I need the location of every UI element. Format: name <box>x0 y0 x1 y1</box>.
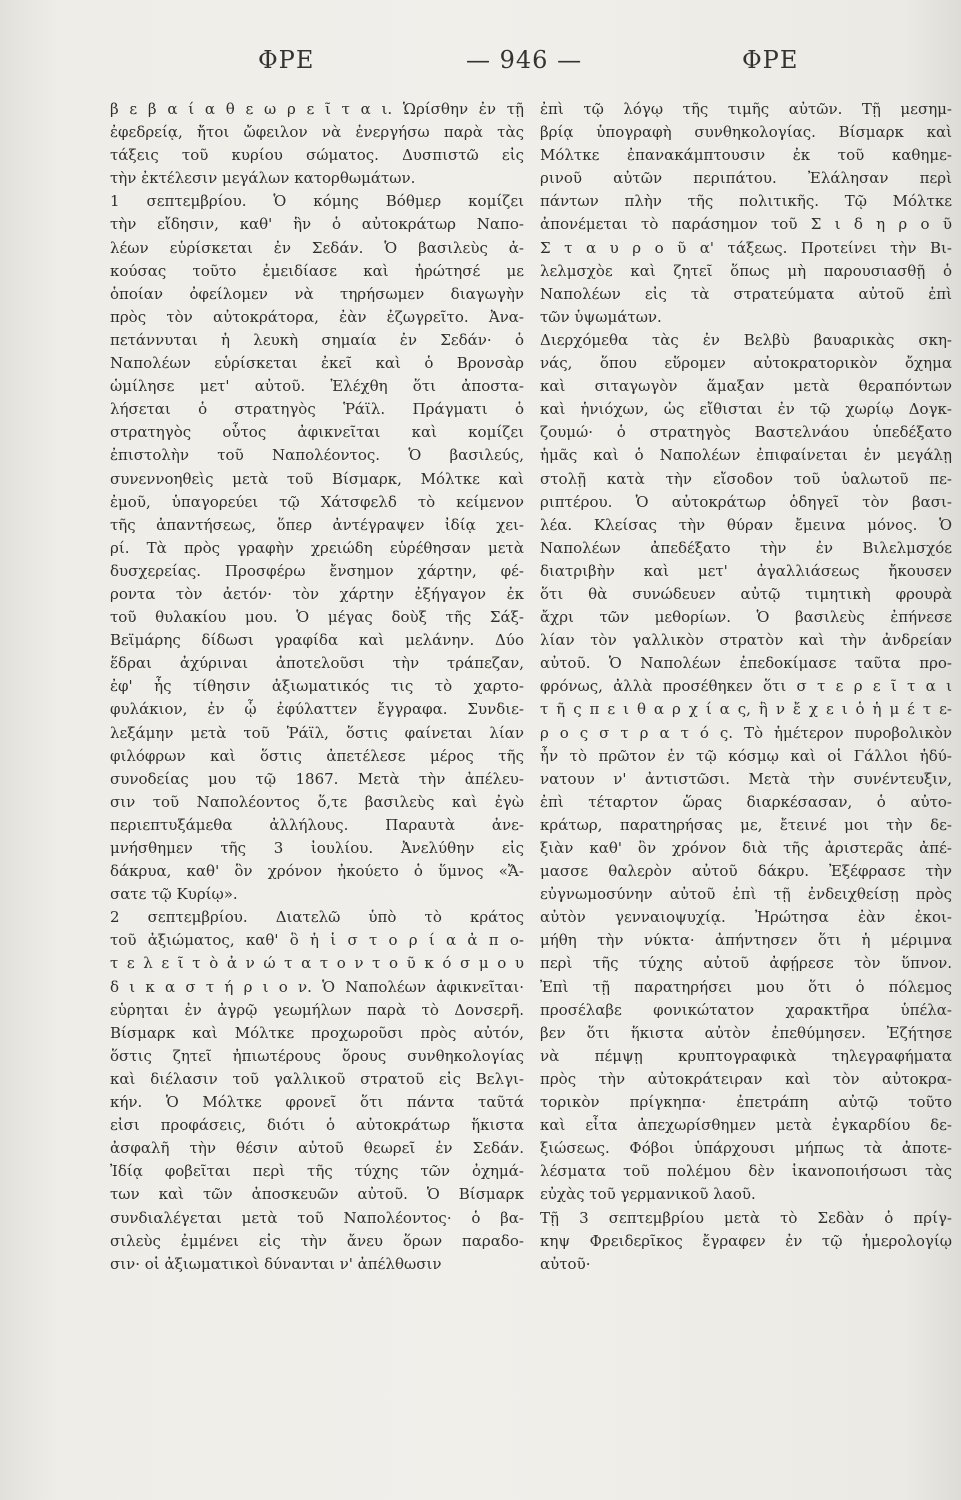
text-line: ὡμίλησε μετ' αὐτοῦ. Ἐλέχθη ὅτι ἀποστα- <box>110 377 524 396</box>
text-line: συνδιαλέγεται μετὰ τοῦ Ναπολέοντος· ὁ βα- <box>110 1208 524 1227</box>
text-line: τοῦ ἀξιώματος, καθ' ὃ ἡ ἱ σ τ ο ρ ί α ἀ π ο- <box>110 931 524 950</box>
page-number: — 946 — <box>466 46 583 74</box>
text-line: πρὸς τὸν αὐτοκράτορα, ἐὰν ἐζωγρεῖτο. Ἀνα- <box>110 307 524 326</box>
text-line: περιεπτυξάμεθα ἀλλήλους. Παραυτὰ ἀνε- <box>110 815 524 834</box>
right-text-column <box>540 98 952 1276</box>
text-line: λέα. Κλείσας τὴν θύραν ἔμεινα μόνος. Ὁ <box>540 515 952 534</box>
text-line: ἐπὶ τέταρτον ὥρας διαρκέσασαν, ὁ αὐτο- <box>540 792 952 811</box>
text-line: ἐφ' ἧς τίθησιν ἀξιωματικός τις τὸ χαρτο- <box>110 677 524 696</box>
text-line: Ἐπὶ τῇ παρατηρήσει μου ὅτι ὁ πόλεμος <box>540 977 952 996</box>
text-line: κήν. Ὁ Μόλτκε φρονεῖ ὅτι πάντα ταῦτά <box>110 1093 524 1112</box>
text-line: δυσχερείας. Προσφέρω ἔνσημον χάρτην, φέ- <box>110 561 524 580</box>
text-line: καὶ εἶτα ἀπεχωρίσθημεν μετὰ ἐγκαρδίου δε- <box>540 1116 952 1135</box>
text-line: εὑρηται ἐν ἀγρῷ γεωμήλων παρὰ τὸ Δονσερῆ. <box>110 1000 524 1019</box>
text-line: ρινοῦ αὐτῶν περιπάτου. Ἐλάλησαν περὶ <box>540 169 952 188</box>
text-line: ἀπονέμεται τὸ παράσημον τοῦ Σ ι δ η ρ ο ῦ <box>540 215 952 234</box>
text-line: μήθη τὴν νύκτα· ἀπήντησεν ὅτι ἡ μέριμνα <box>540 931 952 950</box>
text-line: διατριβὴν καὶ μετ' ἀγαλλιάσεως ἤκουσεν <box>540 561 952 580</box>
text-line: σιλεὺς ἐμμένει εἰς τὴν ἄνευ ὅρων παραδο- <box>110 1231 524 1250</box>
text-line: τὴν ἐκτέλεσιν μεγάλων κατορθωμάτων. <box>110 169 416 188</box>
text-line: μασσε θαλερὸν αὐτοῦ δάκρυ. Ἐξέφρασε τὴν <box>540 862 952 881</box>
text-line: αὐτοῦ· <box>540 1254 591 1273</box>
text-line: νατουν ν' ἀντιστῶσι. Μετὰ τὴν συνέντευξιν, <box>540 769 952 788</box>
text-line: περὶ τῆς τύχης αὐτοῦ ἀφῄρεσε τὸν ὕπνον. <box>540 954 952 973</box>
text-line: τορικὸν πρίγκηπα· ἐπετράπη αὐτῷ τοῦτο <box>540 1093 952 1112</box>
text-line: τὴν εἴδησιν, καθ' ἣν ὁ αὐτοκράτωρ Ναπο- <box>110 215 524 234</box>
text-line: Σ τ α υ ρ ο ῦ α' τάξεως. Προτείνει τὴν Βι- <box>540 238 952 257</box>
text-line: ριπτέρου. Ὁ αὐτοκράτωρ ὁδηγεῖ τὸν βασι- <box>540 492 952 511</box>
text-line: Βεϊμάρης δίδωσι γραφίδα καὶ μελάνην. Δύο <box>110 631 524 650</box>
text-line: ξιὰν καθ' ὃν χρόνον διὰ τῆς ἀριστερᾶς ἀπέ- <box>540 839 952 857</box>
text-line: συνοδείας μου τῷ 1867. Μετὰ τὴν ἀπέλευ- <box>110 769 524 788</box>
text-line: Ἰδίᾳ φοβεῖται περὶ τῆς τύχης τῶν ὀχημά- <box>110 1162 524 1181</box>
text-line: καὶ σιταγωγὸν ἅμαξαν μετὰ θεραπόντων <box>540 377 952 396</box>
text-line: Ναπολέων ἀπεδέξατο τὴν ἐν Βιλελμσχόε <box>540 538 952 557</box>
text-line: 2 σεπτεμβρίου. Διατελῶ ὑπὸ τὸ κράτος <box>110 908 524 927</box>
text-line: Ναπολέων εἰς τὰ στρατεύματα αὐτοῦ ἐπὶ <box>540 284 952 303</box>
text-line: των καὶ τῶν ἀποσκευῶν αὐτοῦ. Ὁ Βίσμαρκ <box>110 1185 524 1204</box>
text-line: ἡμᾶς καὶ ὁ Ναπολέων ἐπιφαίνεται ἐν μεγάλῃ <box>540 446 952 465</box>
text-line: τ ε λ ε ῖ τ ὸ ἀ ν ώ τ α τ ο ν τ ο ῦ κ ό σ μ ο υ <box>110 954 524 973</box>
text-line: πετάννυται ἡ λευκὴ σημαία ἐν Σεδάν· ὁ <box>110 330 524 349</box>
text-line: κράτωρ, παρατηρήσας με, ἔτεινέ μοι τὴν δε- <box>540 815 952 834</box>
text-line: φυλάκιον, ἐν ᾧ ἐφύλαττεν ἔγγραφα. Συνδιε- <box>110 700 524 719</box>
text-line: ὁποίαν ὀφείλομεν νὰ τηρήσωμεν διαγωγὴν <box>110 284 524 303</box>
text-line: βρίᾳ ὑπογραφὴ συνθηκολογίας. Βίσμαρκ καὶ <box>540 123 952 142</box>
header-right-keyword: ΦΡΕ <box>742 46 799 74</box>
text-line: συνεννοηθεὶς μετὰ τοῦ Βίσμαρκ, Μόλτκε καὶ <box>110 469 524 488</box>
text-line: Βίσμαρκ καὶ Μόλτκε προχωροῦσι πρὸς αὐτόν, <box>110 1023 524 1042</box>
text-line: ἦν τὸ πρῶτον ἐν τῷ κόσμῳ καὶ οἱ Γάλλοι ἠδύ- <box>540 746 952 765</box>
text-line: ἕδραι ἀχύριναι ἀποτελοῦσι τὴν τράπεζαν, <box>110 654 524 673</box>
text-line: τῆς ἀπαντήσεως, ὅπερ ἀντέγραψεν ἰδίᾳ χει- <box>110 515 524 534</box>
text-line: τάξεις τοῦ κυρίου σώματος. Δυσπιστῶ εἰς <box>110 146 524 165</box>
text-line: στρατηγὸς οὗτος ἀφικνεῖται καὶ κομίζει <box>110 423 524 442</box>
text-line: μνήσθημεν τῆς 3 ἰουλίου. Ἀνελύθην εἰς <box>110 839 524 857</box>
text-line: εἰσι προφάσεις, διότι ὁ αὐτοκράτωρ ἥκιστα <box>110 1116 524 1135</box>
text-line: προσέλαβε φονικώτατον χαρακτῆρα ὑπέλα- <box>540 1000 952 1019</box>
text-line: ἀσφαλῆ τὴν θέσιν αὐτοῦ θεωρεῖ ἐν Σεδάν. <box>110 1139 524 1158</box>
text-line: λέων εὑρίσκεται ἐν Σεδάν. Ὁ βασιλεὺς ἀ- <box>110 238 524 257</box>
text-line: Μόλτκε ἐπανακάμπτουσιν ἐκ τοῦ καθημε- <box>540 146 952 165</box>
text-line: λήσεται ὁ στρατηγὸς Ῥάϊλ. Πράγματι ὁ <box>110 400 524 419</box>
text-line: πρὸς τὴν αὐτοκράτειραν καὶ τὸν αὐτοκρα- <box>540 1069 952 1088</box>
text-line: νὰ πέμψῃ κρυπτογραφικὰ τηλεγραφήματα <box>540 1046 952 1065</box>
page-header <box>0 46 961 86</box>
text-line: πάντων πλὴν τῆς πολιτικῆς. Τῷ Μόλτκε <box>540 192 952 211</box>
text-line: 1 σεπτεμβρίου. Ὁ κόμης Βόθμερ κομίζει <box>110 192 524 211</box>
text-line: καὶ διέλασιν τοῦ γαλλικοῦ στρατοῦ εἰς Βελγι- <box>110 1069 524 1088</box>
text-line: λεξάμην μετὰ τοῦ Ῥάϊλ, ὅστις φαίνεται λίαν <box>110 723 524 742</box>
text-line: β ε β α ί α θ ε ω ρ ε ῖ τ α ι. Ὡρίσθην ἐν τῇ <box>110 100 524 118</box>
text-line: καὶ ἡνιόχων, ὡς εἴθισται ἐν τῷ χωρίῳ Δογκ- <box>540 400 952 419</box>
text-line: αὐτὸν γενναιοψυχίᾳ. Ἠρώτησα ἐὰν ἐκοι- <box>540 908 952 927</box>
text-line: σιν τοῦ Ναπολέοντος ὅ,τε βασιλεὺς καὶ ἐγὼ <box>110 792 524 811</box>
text-line: Διερχόμεθα τὰς ἐν Βελβὺ βαυαρικὰς σκη- <box>540 330 952 349</box>
text-line: εὐχὰς τοῦ γερμανικοῦ λαοῦ. <box>540 1185 756 1204</box>
text-line: νάς, ὅπου εὕρομεν αὐτοκρατορικὸν ὄχημα <box>540 354 952 373</box>
text-line: Τῇ 3 σεπτεμβρίου μετὰ τὸ Σεδὰν ὁ πρίγ- <box>540 1208 952 1227</box>
text-line: ἐμοῦ, ὑπαγορεύει τῷ Χάτσφελδ τὸ κείμενον <box>110 492 524 511</box>
text-line: ἐπὶ τῷ λόγῳ τῆς τιμῆς αὐτῶν. Τῇ μεσημ- <box>540 100 952 118</box>
text-line: ὅτι θὰ συνώδευεν αὐτῷ τιμητικὴ φρουρὰ <box>540 584 952 603</box>
text-line: ζουμώ· ὁ στρατηγὸς Βαστελνάου ὑπεδέξατο <box>540 423 952 442</box>
text-line: λελμσχὸε καὶ ζητεῖ ὅπως μὴ παρουσιασθῇ ὁ <box>540 261 952 280</box>
text-line: Ναπολέων εὑρίσκεται ἐκεῖ καὶ ὁ Βρονσὰρ <box>110 354 524 373</box>
text-line: σατε τῷ Κυρίῳ». <box>110 885 238 904</box>
text-line: εὐγνωμοσύνην αὐτοῦ ἐπὶ τῇ ἐνδειχθείσῃ πρὸς <box>540 885 952 904</box>
text-line: ὅστις ζητεῖ ἠπιωτέρους ὅρους συνθηκολογίας <box>110 1046 524 1065</box>
text-line: τῶν ὑψωμάτων. <box>540 307 662 326</box>
text-line: ξιώσεως. Φόβοι ὑπάρχουσι μήπως τὰ ἀποτε- <box>540 1139 952 1158</box>
text-line: τ ῆ ς π ε ι θ α ρ χ ί α ς, ἣ ν ἔ χ ε ι ὁ ἡ μ έ τ ε- <box>540 700 952 719</box>
text-line: ροντα τὸν ἀετόν· τὸν χάρτην ἐξήγαγον ἐκ <box>110 584 524 603</box>
text-line: φιλόφρων καὶ ὅστις ἀπετέλεσε μέρος τῆς <box>110 746 524 765</box>
text-line: κούσας τοῦτο ἐμειδίασε καὶ ἠρώτησέ με <box>110 261 524 280</box>
text-line: ρί. Τὰ πρὸς γραφὴν χρειώδη εὑρέθησαν μετὰ <box>110 538 524 557</box>
text-line: ἄχρι τῶν μεθορίων. Ὁ βασιλεὺς ἐπήνεσε <box>540 608 952 627</box>
text-line: βεν ὅτι ἥκιστα αὐτὸν ἐπεθύμησεν. Ἐζήτησε <box>540 1023 952 1042</box>
text-line: ἐπιστολὴν τοῦ Ναπολέοντος. Ὁ βασιλεύς, <box>110 446 524 465</box>
text-line: δ ι κ α σ τ ή ρ ι ο ν. Ὁ Ναπολέων ἀφικνεῖται· <box>110 977 524 996</box>
text-line: τοῦ θυλακίου μου. Ὁ μέγας δοὺξ τῆς Σάξ- <box>110 608 524 627</box>
text-line: στολῇ κατὰ τὴν εἴσοδον τοῦ ὑαλωτοῦ πε- <box>540 469 952 488</box>
text-line: δάκρυα, καθ' ὃν χρόνον ἠκούετο ὁ ὕμνος «Ἄ- <box>110 862 524 881</box>
header-left-keyword: ΦΡΕ <box>258 46 315 74</box>
text-line: φρόνως, ἀλλὰ προσέθηκεν ὅτι σ τ ε ρ ε ῖ τ α ι <box>540 677 952 696</box>
text-line: σιν· οἱ ἀξιωματικοὶ δύνανται ν' ἀπέλθωσιν <box>110 1254 442 1273</box>
text-line: λέσματα τοῦ πολέμου δὲν ἱκανοποιήσωσι τὰς <box>540 1162 952 1181</box>
left-text-column <box>110 98 524 1276</box>
text-line: ἐφεδρείᾳ, ἤτοι ὤφειλον νὰ ἐνεργήσω παρὰ τὰς <box>110 123 524 142</box>
text-line: λίαν τὸν γαλλικὸν στρατὸν καὶ τὴν ἀνδρείαν <box>540 631 952 650</box>
text-line: ρ ο ς σ τ ρ α τ ό ς. Τὸ ἡμέτερον πυροβολικὸν <box>540 723 952 742</box>
text-line: αὐτοῦ. Ὁ Ναπολέων ἐπεδοκίμασε ταῦτα προ- <box>540 654 952 673</box>
text-line: κηψ Φρειδερῖκος ἔγραφεν ἐν τῷ ἡμερολογίῳ <box>540 1231 952 1250</box>
